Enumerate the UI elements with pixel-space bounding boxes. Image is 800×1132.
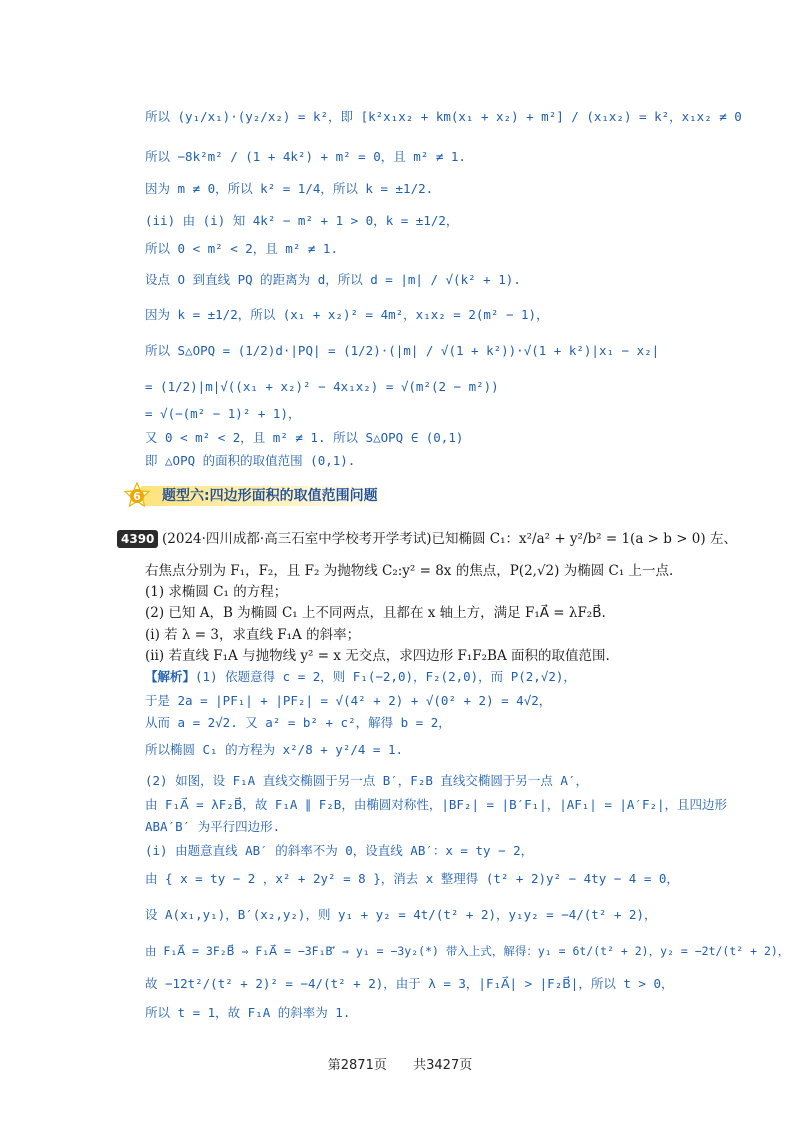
page-total: 共3427页 [413, 1058, 473, 1073]
problem-line: (ⅱ) 若直线 F₁A 与抛物线 y² = x 无交点，求四边形 F₁F₂BA 面积的取值范围. [145, 648, 610, 664]
solution-line: 所以 (y₁/x₁)·(y₂/x₂) = k²，即 [k²x₁x₂ + km(x₁ + x₂) + m²] / (x₁x₂) = k²，x₁x₂ ≠ 0 [145, 109, 742, 124]
answer-line [145, 668, 576, 686]
solution-line: 因为 k = ±1/2，所以 (x₁ + x₂)² = 4m²，x₁x₂ = 2(m² − 1)， [145, 307, 549, 322]
section-number: 6 [133, 490, 141, 503]
answer-line: (i) 由题意直线 AB′ 的斜率不为 0，设直线 AB′：x = ty − 2， [145, 843, 534, 858]
solution-line: 所以 −8k²m² / (1 + 4k²) + m² = 0，且 m² ≠ 1. [145, 149, 466, 164]
solution-line: 因为 m ≠ 0，所以 k² = 1/4，所以 k = ±1/2. [145, 181, 434, 196]
solution-line: = (1/2)|m|√((x₁ + x₂)² − 4x₁x₂) = √(m²(2 − m²)) [145, 379, 499, 394]
problem-line: (ⅰ) 若 λ = 3，求直线 F₁A 的斜率； [145, 627, 361, 643]
answer-line: 所以椭圆 C₁ 的方程为 x²/8 + y²/4 = 1. [145, 742, 404, 757]
solution-line: 即 △OPQ 的面积的取值范围 (0,1). [145, 453, 356, 468]
solution-line: = √(−(m² − 1)² + 1)， [145, 406, 301, 421]
answer-line: 故 −12t²/(t² + 2)² = −4/(t² + 2)，由于 λ = 3，|F₁A⃗| > |F₂B⃗|，所以 t > 0， [145, 976, 674, 991]
solution-line: 所以 0 < m² < 2，且 m² ≠ 1. [145, 241, 338, 256]
answer-line: 所以 t = 1，故 F₁A 的斜率为 1. [145, 1005, 351, 1020]
page-footer [0, 1054, 800, 1073]
solution-line: (ii) 由 (i) 知 4k² − m² + 1 > 0，k = ±1/2， [145, 213, 459, 228]
section-number-badge [122, 482, 152, 510]
answer-first-line: (1) 依题意得 c = 2，则 F₁(−2,0)，F₂(2,0)，而 P(2,√2)， [195, 669, 576, 684]
answer-line: 设 A(x₁,y₁)，B′(x₂,y₂)，则 y₁ + y₂ = 4t/(t² + 2)，y₁y₂ = −4/(t² + 2)， [145, 907, 657, 922]
problem-line: 右焦点分别为 F₁，F₂，且 F₂ 为抛物线 C₂:y² = 8x 的焦点，P(2,√2) 为椭圆 C₁ 上一点. [145, 563, 674, 579]
analysis-tag: 【解析】 [145, 669, 196, 684]
answer-line: 由 F₁A⃗ = 3F₂B⃗ ⇒ F₁A⃗ = −3F₁B′⃗ ⇒ y₁ = −3y₂(*) 带入上式，解得：y₁ = 6t/(t² + 2)，y₂ = −2t/(t² + 2)， [145, 944, 790, 958]
answer-line: 从而 a = 2√2. 又 a² = b² + c²，解得 b = 2， [145, 715, 451, 730]
answer-line: (2) 如图，设 F₁A 直线交椭圆于另一点 B′，F₂B 直线交椭圆于另一点 A′， [145, 773, 588, 788]
solution-line: 所以 S△OPQ = (1/2)d·|PQ| = (1/2)·(|m| / √(1 + k²))·√(1 + k²)|x₁ − x₂| [145, 343, 660, 358]
problem-line: (1) 求椭圆 C₁ 的方程； [145, 584, 288, 600]
answer-line: 由 F₁A⃗ = λF₂B⃗，故 F₁A ∥ F₂B，由椭圆对称性，|BF₂| = |B′F₁|，|AF₁| = |A′F₂|，且四边形 [145, 797, 728, 812]
answer-line: ABA′B′ 为平行四边形. [145, 819, 281, 834]
problem-line: (2024·四川成都·高三石室中学校考开学考试)已知椭圆 C₁：x²/a² + y²/b² = 1(a > b > 0) 左、 [162, 531, 737, 547]
problem-number: 4390 [117, 530, 158, 548]
section-banner [122, 482, 392, 510]
answer-line: 于是 2a = |PF₁| + |PF₂| = √(4² + 2) + √(0² + 2) = 4√2， [145, 693, 552, 708]
section-title: 题型六:四边形面积的取值范围问题 [162, 488, 378, 504]
solution-line: 又 0 < m² < 2，且 m² ≠ 1. 所以 S△OPQ ∈ (0,1) [145, 430, 464, 445]
problem-line: (2) 已知 A，B 为椭圆 C₁ 上不同两点，且都在 x 轴上方，满足 F₁A⃗ = λF₂B⃗. [145, 605, 606, 621]
answer-line: 由 { x = ty − 2 ，x² + 2y² = 8 }，消去 x 整理得 (t² + 2)y² − 4ty − 4 = 0， [145, 871, 679, 886]
page-number: 第2871页 [327, 1058, 387, 1073]
solution-line: 设点 O 到直线 PQ 的距离为 d，所以 d = |m| / √(k² + 1). [145, 272, 521, 287]
